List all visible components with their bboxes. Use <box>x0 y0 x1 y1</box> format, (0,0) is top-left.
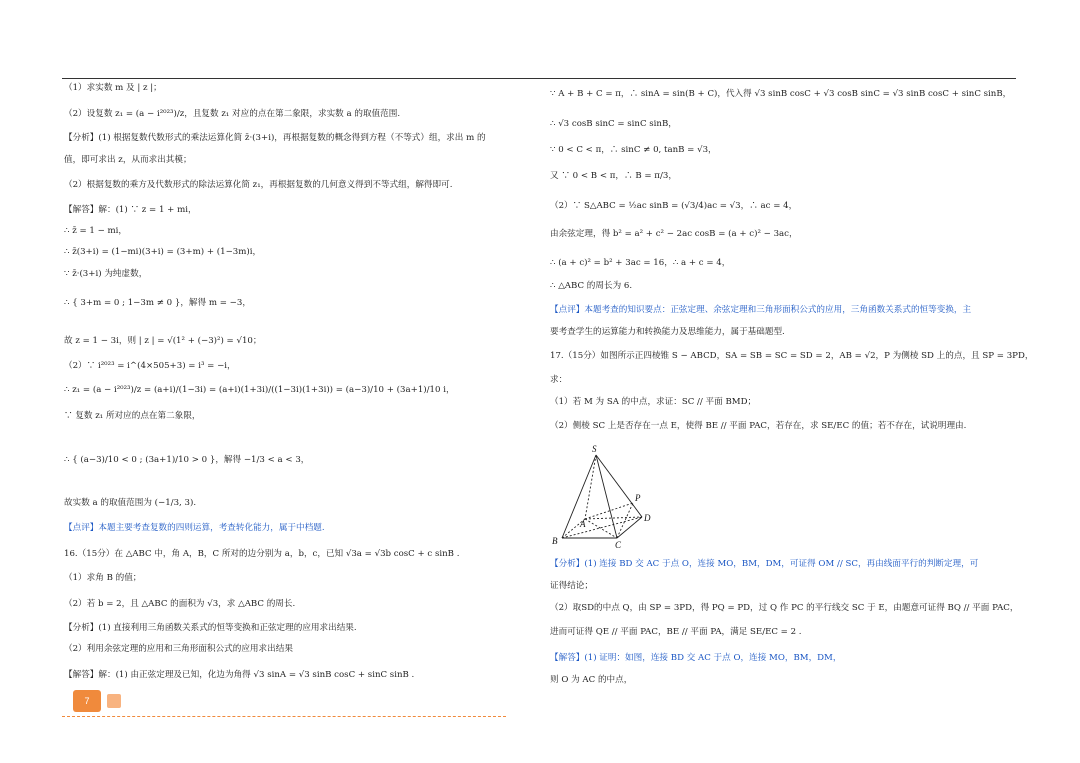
text-line: 求： <box>550 375 568 385</box>
label-p: P <box>635 493 641 503</box>
label-c: C <box>615 540 622 550</box>
text-line: 【分析】(1) 直接利用三角函数关系式的恒等变换和正弦定理的应用求出结果. <box>64 623 357 633</box>
text-line: 16.（15分）在 △ABC 中，角 A，B，C 所对的边分别为 a，b，c，已知 √3a = √3b cosC + c sinB . <box>64 549 460 559</box>
text-line: 【点评】本题主要考查复数的四则运算，考查转化能力，属于中档题. <box>64 523 325 533</box>
text-line: 证得结论； <box>550 581 593 591</box>
text-line: 由余弦定理，得 b² = a² + c² − 2ac cosB = (a + c)² − 3ac， <box>550 229 798 239</box>
text-line: ∴ (a + c)² = b² + 3ac = 16，∴ a + c = 4， <box>550 258 731 268</box>
text-line: （2）根据复数的乘方及代数形式的除法运算化简 z₁，再根据复数的几何意义得到不等式组，解得即可. <box>64 180 453 190</box>
text-line: （2）侧棱 SC 上是否存在一点 E，使得 BE // 平面 PAC，若存在，求 SE/EC 的值；若不存在，试说明理由. <box>550 421 967 431</box>
text-line: 又 ∵ 0 < B < π，∴ B = π/3， <box>550 171 677 181</box>
text-line: （2）设复数 z₁ = (a − i²⁰²³)/z，且复数 z₁ 对应的点在第二象限，求实数 a 的取值范围. <box>64 109 401 119</box>
text-line: ∴ z₁ = (a − i²⁰²³)/z = (a+i)/(1−3i) = (a+i)(1+3i)/((1−3i)(1+3i)) = (a−3)/10 + (3a+1)/10 i， <box>64 385 455 395</box>
text-line: （1）求角 B 的值； <box>64 573 142 583</box>
text-line: ∴ △ABC 的周长为 6. <box>550 281 633 291</box>
text-line: 【解答】(1) 证明：如图，连接 BD 交 AC 于点 O，连接 MO，BM，DM， <box>550 653 842 663</box>
text-line: 故实数 a 的取值范围为 (−1/3, 3). <box>64 498 197 508</box>
text-line: （1）求实数 m 及 | z |； <box>64 83 162 93</box>
text-line: ∵ 0 < C < π，∴ sinC ≠ 0, tanB = √3， <box>550 145 717 155</box>
text-line: （2）取SD的中点 Q，由 SP = 3PD，得 PQ = PD，过 Q 作 PC 的平行线交 SC 于 E，由题意可证得 BQ // 平面 PAC， <box>550 603 1019 613</box>
text-line: 进而可证得 QE // 平面 PAC，BE // 平面 PA，满足 SE/EC = 2 . <box>550 627 802 637</box>
page-number-badge: 7 <box>73 690 101 712</box>
label-a: A <box>580 519 586 529</box>
text-line: ∵ A + B + C = π，∴ sinA = sin(B + C)，代入得 √3 sinB cosC + √3 cosB sinC = √3 sinB cosC + sinC sinB， <box>550 89 1012 99</box>
text-line: 值，即可求出 z，从而求出其模； <box>64 155 192 165</box>
text-line: 【解答】解：(1) ∵ z = 1 + mi， <box>64 205 197 215</box>
text-line: 【点评】本题考查的知识要点：正弦定理、余弦定理和三角形面积公式的应用，三角函数关系式的恒等变换，主 <box>550 305 972 315</box>
text-line: 17.（15分）如图所示正四棱锥 S − ABCD，SA = SB = SC = SD = 2，AB = √2，P 为侧棱 SD 上的点，且 SP = 3PD， <box>550 351 1034 361</box>
text-line: 【分析】(1) 根据复数代数形式的乘法运算化简 z̄·(3+i)，再根据复数的概念得到方程（不等式）组，求出 m 的 <box>64 133 486 143</box>
text-line: （2）若 b = 2，且 △ABC 的面积为 √3，求 △ABC 的周长. <box>64 599 296 609</box>
footer-rule <box>62 716 506 717</box>
text-line: ∴ z̄(3+i) = (1−mi)(3+i) = (3+m) + (1−3m)i， <box>64 247 262 257</box>
text-line: ∴ z̄ = 1 − mi， <box>64 226 128 236</box>
text-line: ∴ { (a−3)/10 < 0 ; (3a+1)/10 > 0 }，解得 −1/3 < a < 3， <box>64 455 310 465</box>
label-b: B <box>552 536 558 546</box>
text-line: （2）∵ S△ABC = ½ac sinB = (√3/4)ac = √3，∴ ac = 4， <box>550 201 798 211</box>
text-line: ∵ z̄·(3+i) 为纯虚数， <box>64 269 148 279</box>
pyramid-figure <box>552 443 662 553</box>
text-line: 【解答】解：(1) 由正弦定理及已知，化边为角得 √3 sinA = √3 sinB cosC + sinC sinB . <box>64 670 415 680</box>
text-line: ∴ { 3+m = 0 ; 1−3m ≠ 0 }，解得 m = −3， <box>64 298 251 308</box>
text-line: 要考查学生的运算能力和转换能力及思维能力，属于基础题型. <box>550 327 785 337</box>
text-line: 【分析】(1) 连接 BD 交 AC 于点 O，连接 MO，BM，DM，可证得 OM // SC，再由线面平行的判断定理，可 <box>550 559 979 569</box>
text-line: （1）若 M 为 SA 的中点，求证：SC // 平面 BMD； <box>550 397 757 407</box>
header-rule <box>62 78 1016 79</box>
label-d: D <box>644 513 651 523</box>
text-line: （2）利用余弦定理的应用和三角形面积公式的应用求出结果 <box>64 644 293 654</box>
page-decoration <box>107 694 121 708</box>
text-line: 故 z = 1 − 3i，则 | z | = √(1² + (−3)²) = √10； <box>64 336 262 346</box>
text-line: ∴ √3 cosB sinC = sinC sinB， <box>550 119 677 129</box>
text-line: ∵ 复数 z₁ 所对应的点在第二象限， <box>64 411 201 421</box>
label-s: S <box>592 444 597 454</box>
text-line: （2）∵ i²⁰²³ = i^(4×505+3) = i³ = −i， <box>64 361 236 371</box>
text-line: 则 O 为 AC 的中点， <box>550 675 633 685</box>
